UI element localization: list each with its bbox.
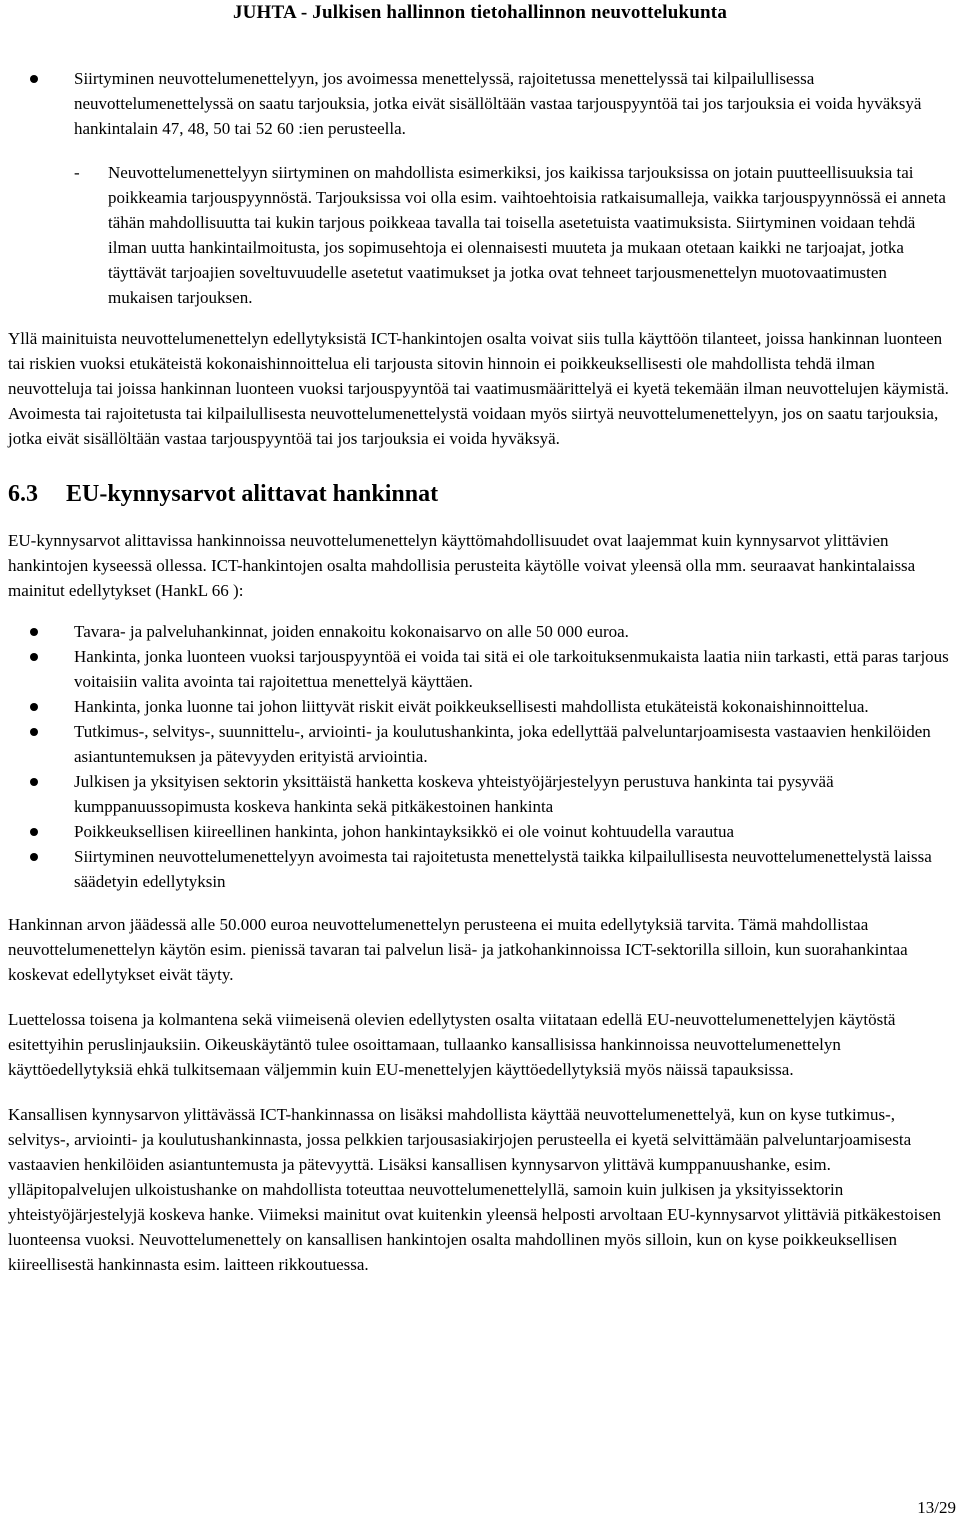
page-number: 13/29: [917, 1498, 956, 1517]
list-item: [8, 644, 952, 694]
list-item-text: Hankinta, jonka luonne tai johon liittyvät riskit eivät poikkeuksellisesti mahdollista etukäteistä kokonaishinnoittelua.: [74, 697, 869, 716]
dash-marker: -: [74, 163, 80, 182]
bullet-icon: [30, 703, 38, 711]
section-heading: [8, 478, 952, 510]
list-item: [8, 619, 952, 644]
paragraph: Kansallisen kynnysarvon ylittävässä ICT-hankinnassa on lisäksi mahdollista käyttää neuvottelumenettelyä, kun on kyse tutkimus-, selvitys-, arviointi- ja koulutushankinnasta, jossa pelkkien tarjousasiakirjojen perusteella ei kyetä selvittämään palveluntarjoamisesta vastaavien henkilöiden asiantuntemusta ja pätevyyttä. Lisäksi kansallisen kynnysarvon ylittävä kumppanuushanke, esim. ylläpitopalvelujen ulkoistushanke on mahdollista toteuttaa neuvottelumenettelyllä, samoin kuin julkisen ja yksityissektorin yhteistyöjärjestelyjä koskeva hanke. Viimeksi mainitut ovat kuitenkin yleensä helposti arvoltaan EU-kynnysarvot ylittäviä pitkäkestoisen luonteensa vuoksi. Neuvottelumenettely on kansallisen hankintojen osalta mahdollinen myös silloin, kun on kyse poikkeuksellisen kiireellisestä hankinnasta esim. laitteen rikkoutuessa.: [8, 1105, 941, 1274]
list-item-text: Hankinta, jonka luonteen vuoksi tarjouspyyntöä ei voida tai sitä ei ole tarkoituksenmukaista laatia niin tarkasti, että paras tarjous voitaisiin valita avointa tai rajoitettua menettelyä käyttäen.: [74, 647, 949, 691]
list-item: [8, 66, 952, 141]
section-title: EU-kynnysarvot alittavat hankinnat: [66, 481, 439, 507]
list-item: [8, 819, 952, 844]
list-item-text: Siirtyminen neuvottelumenettelyyn avoimesta tai rajoitetusta menettelystä taikka kilpailullisesta neuvottelumenettelystä laissa säädetyin edellytyksin: [74, 847, 932, 891]
list-item: [8, 719, 952, 769]
intro-bullet-list: [8, 66, 952, 141]
paragraph: Yllä mainituista neuvottelumenettelyn edellytyksistä ICT-hankintojen osalta voivat siis tulla käyttöön tilanteet, joissa hankinnan luonteen tai riskien vuoksi etukäteistä kokonaishinnoittelua eli tarjousta sitovin hinnoin ei poikkeuksellisesti ole mahdollista tehdä ilman neuvotteluja tai joissa hankinnan luonteen vuoksi tarjouspyyntöä tai vaatimusmäärittelyä ei kyetä tekemään ilman neuvottelujen käymistä. Avoimesta tai rajoitetusta tai kilpailullisesta neuvottelumenettelystä voidaan myös siirtyä neuvottelumenettelyyn, jos on saatu tarjouksia, jotka eivät sisällöltään vastaa tarjouspyyntöä tai jos tarjouksia ei voida hyväksyä.: [8, 329, 949, 448]
list-item-text: Tavara- ja palveluhankinnat, joiden ennakoitu kokonaisarvo on alle 50 000 euroa.: [74, 622, 629, 641]
page-header: JUHTA - Julkisen hallinnon tietohallinnon neuvottelukunta: [232, 2, 728, 23]
bullet-icon: [30, 728, 38, 736]
list-item-text: Poikkeuksellisen kiireellinen hankinta, johon hankintayksikkö ei ole voinut kohtuudella varautua: [74, 822, 735, 841]
list-item-text: Julkisen ja yksityisen sektorin yksittäistä hanketta koskeva yhteistyöjärjestelyyn perustuva hankinta tai pysyvää kumppanuussopimusta koskeva hankinta sekä pitkäkestoinen hankinta: [74, 772, 834, 816]
bullet-icon: [30, 75, 38, 83]
dash-item-text: Neuvottelumenettelyyn siirtyminen on mahdollista esimerkiksi, jos kaikissa tarjouksissa on jotain puutteellisuuksia tai poikkeamia tarjouspyynnöstä. Tarjouksissa voi olla esim. vaihtoehtoisia ratkaisumalleja, vaikka tarjouspyynnössä ei anneta tähän mahdollisuutta tai kukin tarjous poikkeaa tavalla tai toisella asetetuista vaatimuksista. Siirtyminen voidaan tehdä ilman uutta hankintailmoitusta, jos sopimusehtoja ei olennaisesti muuteta ja mukaan otetaan kaikki ne tarjoajat, jotka täyttävät tarjoajien soveltuvuudelle asetetut vaatimukset ja jotka ovat tehneet tarjousmenettelyn muotovaatimusten mukaisen tarjouksen.: [108, 163, 946, 307]
bullet-icon: [30, 628, 38, 636]
paragraph: EU-kynnysarvot alittavissa hankinnoissa neuvottelumenettelyn käyttömahdollisuudet ovat laajemmat kuin kynnysarvot ylittävien hankintojen kyseessä ollessa. ICT-hankintojen osalta mahdollisia perusteita käytölle voivat yleensä olla mm. seuraavat hankintalaissa mainitut edellytykset (HankL 66 ):: [8, 531, 916, 600]
list-item-text: Tutkimus-, selvitys-, suunnittelu-, arviointi- ja koulutushankinta, joka edellyttää palveluntarjoamisesta vastaavien henkilöiden asiantuntemuksen ja pätevyyden erityistä arviointia.: [74, 722, 931, 766]
list-item: [8, 769, 952, 819]
paragraph: Hankinnan arvon jäädessä alle 50.000 euroa neuvottelumenettelyn perusteena ei muita edellytyksiä tarvita. Tämä mahdollistaa neuvottelumenettelyn käytön esim. pienissä tavaran tai palvelun lisä- ja jatkohankinnoissa ICT-sektorilla silloin, kun suorahankintaa koskevat edellytykset eivät täyty.: [8, 915, 908, 984]
dash-list-item: [8, 160, 952, 310]
paragraph: Luettelossa toisena ja kolmantena sekä viimeisenä olevien edellytysten osalta viitataan edellä EU-neuvottelumenettelyjen käytöstä esitettyihin peruslinjauksiin. Oikeuskäytäntö tulee osoittamaan, tullaanko kansallisissa hankinnoissa neuvottelumenettelyn käyttöedellytyksiä ehkä tulkitsemaan väljemmin kuin EU-menettelyjen käyttöedellytyksiä myös näissä tapauksissa.: [8, 1010, 896, 1079]
bullet-icon: [30, 778, 38, 786]
bullet-icon: [30, 653, 38, 661]
section-number: 6.3: [8, 481, 38, 507]
bullet-icon: [30, 828, 38, 836]
list-item-text: Siirtyminen neuvottelumenettelyyn, jos avoimessa menettelyssä, rajoitetussa menettelyssä tai kilpailullisessa neuvottelumenettelyssä on saatu tarjouksia, jotka eivät sisällöltään vastaa tarjouspyyntöä tai jos tarjouksia ei voida hyväksyä hankintalain 47, 48, 50 tai 52 60 :ien perusteella.: [74, 69, 922, 138]
list-item: [8, 844, 952, 894]
bullet-icon: [30, 853, 38, 861]
conditions-bullet-list: [8, 619, 952, 894]
page-content: [8, 66, 952, 1277]
list-item: [8, 694, 952, 719]
